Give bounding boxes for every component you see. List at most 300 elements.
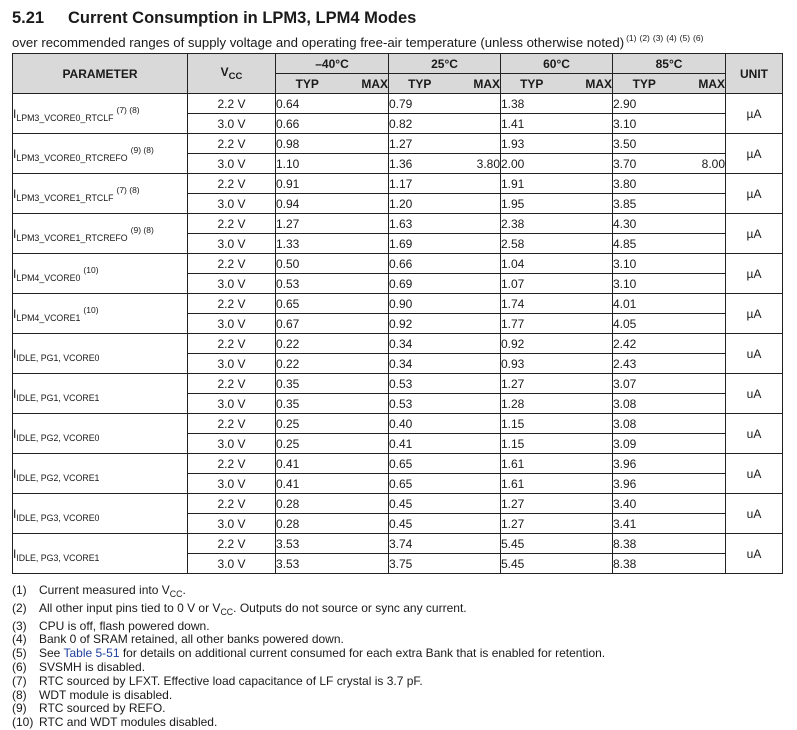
table-row — [13, 254, 783, 274]
vcc-cell: 2.2 V — [188, 94, 276, 114]
max-value-cell — [676, 554, 726, 574]
typ-value-cell: 0.90 — [389, 294, 451, 314]
typ-value-cell: 0.92 — [389, 314, 451, 334]
footnote-number: (5) — [12, 646, 27, 661]
unit-cell: uA — [726, 374, 783, 414]
parameter-footnote-refs[interactable]: (9) (8) — [130, 224, 154, 235]
parameter-symbol: I — [13, 346, 17, 361]
max-value-cell — [451, 514, 501, 534]
max-value-cell — [563, 314, 613, 334]
max-value-cell — [451, 414, 501, 434]
parameter-symbol: I — [13, 186, 17, 201]
footnote-ref[interactable]: (6) — [693, 33, 704, 43]
max-value-cell — [339, 454, 389, 474]
max-value-cell — [676, 194, 726, 214]
parameter-symbol: I — [13, 506, 17, 521]
footnote-text: RTC sourced by REFO. — [39, 701, 166, 716]
typ-value-cell: 0.53 — [389, 394, 451, 414]
max-value-cell — [339, 514, 389, 534]
typ-value-cell: 3.53 — [276, 534, 339, 554]
max-value-cell — [563, 154, 613, 174]
typ-value-cell: 2.00 — [501, 154, 563, 174]
typ-value-cell: 0.34 — [389, 334, 451, 354]
typ-value-cell: 1.27 — [389, 134, 451, 154]
table-row — [13, 294, 783, 314]
footnote-text: . Outputs do not source or sync any current. — [233, 600, 467, 615]
footnote-text: RTC and WDT modules disabled. — [39, 715, 218, 730]
typ-value-cell: 0.69 — [389, 274, 451, 294]
header-max: MAX — [451, 74, 501, 94]
footnote-number: (8) — [12, 687, 27, 702]
max-value-cell — [563, 474, 613, 494]
footnote-text: Current measured into V — [39, 583, 170, 597]
max-value-cell — [676, 494, 726, 514]
footnote-ref[interactable]: (1) — [626, 33, 637, 43]
parameter-cell — [13, 534, 188, 574]
max-value-cell: 3.80 — [451, 154, 501, 174]
max-value-cell — [676, 374, 726, 394]
header-max: MAX — [676, 74, 726, 94]
typ-value-cell: 1.95 — [501, 194, 563, 214]
typ-value-cell: 3.10 — [613, 254, 676, 274]
typ-value-cell: 3.85 — [613, 194, 676, 214]
typ-value-cell: 3.08 — [613, 394, 676, 414]
footnote-ref[interactable]: (5) — [679, 33, 691, 43]
parameter-subscript: IDLE, PG2, VCORE0 — [16, 432, 100, 443]
max-value-cell — [339, 214, 389, 234]
max-value-cell — [339, 534, 389, 554]
table-subtitle — [12, 33, 706, 50]
table-header — [13, 54, 783, 94]
header-temp-60: 60°C — [501, 54, 613, 74]
unit-cell: µA — [726, 294, 783, 334]
header-parameter: PARAMETER — [13, 54, 188, 94]
typ-value-cell: 2.43 — [613, 354, 676, 374]
footnote — [12, 647, 605, 661]
typ-value-cell: 3.53 — [276, 554, 339, 574]
typ-value-cell: 0.50 — [276, 254, 339, 274]
table-body — [13, 94, 783, 574]
parameter-symbol: I — [13, 146, 17, 161]
max-value-cell — [676, 434, 726, 454]
max-value-cell — [563, 274, 613, 294]
max-value-cell — [451, 354, 501, 374]
max-value-cell — [676, 234, 726, 254]
max-value-cell — [451, 554, 501, 574]
typ-value-cell: 1.91 — [501, 174, 563, 194]
parameter-symbol: I — [13, 546, 17, 561]
max-value-cell — [451, 294, 501, 314]
footnote-ref[interactable]: (4) — [666, 33, 677, 43]
max-value-cell — [339, 374, 389, 394]
typ-value-cell: 0.82 — [389, 114, 451, 134]
footnote-text: RTC sourced by LFXT. Effective load capacitance of LF crystal is 3.7 pF. — [39, 673, 423, 688]
parameter-footnote-refs[interactable]: (7) (8) — [116, 184, 140, 195]
typ-value-cell: 2.58 — [501, 234, 563, 254]
typ-value-cell: 3.96 — [613, 474, 676, 494]
section-title — [12, 9, 416, 28]
typ-value-cell: 1.93 — [501, 134, 563, 154]
vcc-label: V — [220, 65, 229, 79]
typ-value-cell: 4.01 — [613, 294, 676, 314]
table-row — [13, 94, 783, 114]
parameter-cell — [13, 214, 188, 254]
max-value-cell — [339, 234, 389, 254]
max-value-cell — [563, 374, 613, 394]
max-value-cell — [563, 534, 613, 554]
typ-value-cell: 0.28 — [276, 514, 339, 534]
typ-value-cell: 0.45 — [389, 494, 451, 514]
max-value-cell — [676, 514, 726, 534]
max-value-cell — [563, 194, 613, 214]
vcc-cell: 2.2 V — [188, 534, 276, 554]
parameter-cell — [13, 94, 188, 134]
max-value-cell — [339, 294, 389, 314]
header-max: MAX — [339, 74, 389, 94]
typ-value-cell: 3.50 — [613, 134, 676, 154]
typ-value-cell: 0.25 — [276, 434, 339, 454]
subtitle-text: over recommended ranges of supply voltage and operating free-air temperature (unless otherwise noted) — [12, 35, 625, 50]
max-value-cell — [451, 174, 501, 194]
typ-value-cell: 1.77 — [501, 314, 563, 334]
typ-value-cell: 1.15 — [501, 414, 563, 434]
max-value-cell — [563, 94, 613, 114]
parameter-subscript: LPM4_VCORE0 — [16, 272, 81, 283]
typ-value-cell: 1.41 — [501, 114, 563, 134]
parameter-cell — [13, 454, 188, 494]
vcc-cell: 2.2 V — [188, 294, 276, 314]
parameter-cell — [13, 174, 188, 214]
vcc-cell: 3.0 V — [188, 274, 276, 294]
typ-value-cell: 0.28 — [276, 494, 339, 514]
unit-cell: uA — [726, 494, 783, 534]
vcc-cell: 3.0 V — [188, 114, 276, 134]
max-value-cell — [676, 394, 726, 414]
max-value-cell — [563, 494, 613, 514]
footnote-text: See — [39, 646, 64, 661]
max-value-cell — [676, 474, 726, 494]
parameter-cell — [13, 494, 188, 534]
footnote-number: (3) — [12, 618, 27, 633]
typ-value-cell: 0.79 — [389, 94, 451, 114]
typ-value-cell: 3.74 — [389, 534, 451, 554]
section-number: 5.21 — [12, 9, 45, 27]
typ-value-cell: 5.45 — [501, 554, 563, 574]
typ-value-cell: 1.61 — [501, 454, 563, 474]
unit-cell: uA — [726, 534, 783, 574]
vcc-cell: 3.0 V — [188, 474, 276, 494]
parameter-symbol: I — [13, 106, 17, 121]
typ-value-cell: 3.40 — [613, 494, 676, 514]
max-value-cell — [451, 134, 501, 154]
footnote-number: (6) — [12, 659, 27, 674]
parameter-cell — [13, 414, 188, 454]
max-value-cell — [676, 314, 726, 334]
vcc-cell: 3.0 V — [188, 154, 276, 174]
vcc-cell: 3.0 V — [188, 354, 276, 374]
footnote-subscript: CC — [220, 606, 234, 617]
vcc-cell: 3.0 V — [188, 194, 276, 214]
typ-value-cell: 3.07 — [613, 374, 676, 394]
max-value-cell — [563, 174, 613, 194]
max-value-cell — [451, 114, 501, 134]
max-value-cell — [676, 534, 726, 554]
max-value-cell — [676, 134, 726, 154]
max-value-cell — [451, 254, 501, 274]
typ-value-cell: 3.70 — [613, 154, 676, 174]
max-value-cell — [339, 94, 389, 114]
max-value-cell — [451, 314, 501, 334]
typ-value-cell: 1.07 — [501, 274, 563, 294]
typ-value-cell: 1.38 — [501, 94, 563, 114]
typ-value-cell: 1.36 — [389, 154, 451, 174]
parameter-footnote-refs[interactable]: (7) (8) — [116, 104, 140, 115]
max-value-cell — [563, 394, 613, 414]
unit-cell: µA — [726, 254, 783, 294]
typ-value-cell: 2.90 — [613, 94, 676, 114]
max-value-cell — [451, 434, 501, 454]
typ-value-cell: 8.38 — [613, 534, 676, 554]
max-value-cell — [451, 374, 501, 394]
parameter-symbol: I — [13, 306, 17, 321]
table-row — [13, 374, 783, 394]
max-value-cell — [563, 354, 613, 374]
max-value-cell — [339, 194, 389, 214]
max-value-cell — [563, 134, 613, 154]
typ-value-cell: 1.33 — [276, 234, 339, 254]
max-value-cell — [339, 554, 389, 574]
footnote-text: for details on additional current consumed for each extra Bank that is enabled for retention. — [119, 646, 606, 661]
parameter-subscript: LPM3_VCORE1_RTCREFO — [16, 232, 128, 243]
typ-value-cell: 1.27 — [501, 494, 563, 514]
unit-cell: uA — [726, 334, 783, 374]
footnotes — [12, 584, 605, 730]
unit-cell: uA — [726, 414, 783, 454]
parameter-subscript: LPM4_VCORE1 — [16, 312, 81, 323]
vcc-cell: 3.0 V — [188, 234, 276, 254]
max-value-cell — [563, 414, 613, 434]
max-value-cell — [563, 514, 613, 534]
footnote — [12, 661, 605, 675]
typ-value-cell: 0.66 — [276, 114, 339, 134]
footnote — [12, 620, 605, 634]
max-value-cell — [339, 354, 389, 374]
unit-cell: µA — [726, 214, 783, 254]
typ-value-cell: 1.17 — [389, 174, 451, 194]
typ-value-cell: 0.53 — [276, 274, 339, 294]
max-value-cell — [563, 454, 613, 474]
max-value-cell — [676, 114, 726, 134]
max-value-cell — [676, 174, 726, 194]
header-typ: TYP — [389, 74, 451, 94]
typ-value-cell: 0.25 — [276, 414, 339, 434]
max-value-cell — [451, 474, 501, 494]
header-temp-m40: –40°C — [276, 54, 389, 74]
max-value-cell — [339, 394, 389, 414]
parameter-symbol: I — [13, 266, 17, 281]
vcc-cell: 2.2 V — [188, 134, 276, 154]
parameter-cell — [13, 294, 188, 334]
typ-value-cell: 0.40 — [389, 414, 451, 434]
max-value-cell — [339, 114, 389, 134]
typ-value-cell: 0.41 — [389, 434, 451, 454]
typ-value-cell: 1.27 — [276, 214, 339, 234]
max-value-cell — [339, 414, 389, 434]
footnote — [12, 675, 605, 689]
typ-value-cell: 1.61 — [501, 474, 563, 494]
vcc-cell: 3.0 V — [188, 394, 276, 414]
table-row — [13, 534, 783, 554]
footnote-number: (7) — [12, 673, 27, 688]
footnote-number: (4) — [12, 632, 27, 647]
typ-value-cell: 1.63 — [389, 214, 451, 234]
parameter-cell — [13, 134, 188, 174]
max-value-cell — [451, 454, 501, 474]
footnote — [12, 602, 605, 620]
typ-value-cell: 0.35 — [276, 394, 339, 414]
footnote-text: SVSMH is disabled. — [39, 659, 146, 674]
max-value-cell — [563, 254, 613, 274]
max-value-cell — [676, 454, 726, 474]
parameter-symbol: I — [13, 466, 17, 481]
footnote — [12, 584, 605, 602]
typ-value-cell: 3.08 — [613, 414, 676, 434]
max-value-cell — [676, 334, 726, 354]
max-value-cell — [339, 174, 389, 194]
typ-value-cell: 0.53 — [389, 374, 451, 394]
parameter-cell — [13, 334, 188, 374]
typ-value-cell: 3.41 — [613, 514, 676, 534]
vcc-cell: 2.2 V — [188, 254, 276, 274]
max-value-cell — [339, 254, 389, 274]
typ-value-cell: 1.15 — [501, 434, 563, 454]
max-value-cell — [676, 94, 726, 114]
table-reference-link[interactable]: Table 5-51 — [63, 646, 120, 661]
footnote-ref[interactable]: (3) — [652, 33, 664, 43]
parameter-footnote-refs[interactable]: (10) — [83, 264, 99, 275]
typ-value-cell: 0.67 — [276, 314, 339, 334]
typ-value-cell: 0.64 — [276, 94, 339, 114]
parameter-footnote-refs[interactable]: (10) — [83, 304, 99, 315]
parameter-symbol: I — [13, 226, 17, 241]
max-value-cell — [451, 494, 501, 514]
vcc-cell: 3.0 V — [188, 514, 276, 534]
parameter-cell — [13, 374, 188, 414]
typ-value-cell: 0.65 — [276, 294, 339, 314]
typ-value-cell: 0.45 — [389, 514, 451, 534]
vcc-cell: 2.2 V — [188, 374, 276, 394]
vcc-cell: 2.2 V — [188, 174, 276, 194]
vcc-cell: 3.0 V — [188, 314, 276, 334]
section-title-text: Current Consumption in LPM3, LPM4 Modes — [68, 9, 417, 27]
parameter-subscript: IDLE, PG2, VCORE1 — [16, 472, 100, 483]
max-value-cell — [451, 214, 501, 234]
table-row — [13, 174, 783, 194]
typ-value-cell: 3.10 — [613, 274, 676, 294]
max-value-cell — [339, 314, 389, 334]
table-row — [13, 414, 783, 434]
table-row — [13, 454, 783, 474]
typ-value-cell: 8.38 — [613, 554, 676, 574]
footnote-number: (2) — [12, 600, 27, 615]
max-value-cell — [563, 114, 613, 134]
typ-value-cell: 0.65 — [389, 454, 451, 474]
parameter-symbol: I — [13, 426, 17, 441]
footnote-text: Bank 0 of SRAM retained, all other banks powered down. — [39, 632, 344, 647]
typ-value-cell: 2.38 — [501, 214, 563, 234]
typ-value-cell: 0.41 — [276, 454, 339, 474]
max-value-cell — [451, 394, 501, 414]
max-value-cell — [563, 214, 613, 234]
max-value-cell — [451, 234, 501, 254]
unit-cell: µA — [726, 134, 783, 174]
max-value-cell — [676, 214, 726, 234]
typ-value-cell: 1.27 — [501, 374, 563, 394]
max-value-cell — [339, 334, 389, 354]
typ-value-cell: 3.80 — [613, 174, 676, 194]
max-value-cell — [676, 414, 726, 434]
header-typ: TYP — [613, 74, 676, 94]
subtitle-footnote-refs — [626, 33, 706, 43]
max-value-cell — [451, 274, 501, 294]
typ-value-cell: 0.34 — [389, 354, 451, 374]
footnote-ref[interactable]: (2) — [639, 33, 650, 43]
max-value-cell — [563, 554, 613, 574]
typ-value-cell: 0.92 — [501, 334, 563, 354]
typ-value-cell: 1.04 — [501, 254, 563, 274]
table-row — [13, 334, 783, 354]
header-vcc — [188, 54, 276, 94]
max-value-cell — [563, 234, 613, 254]
header-typ: TYP — [501, 74, 563, 94]
footnote-number: (9) — [12, 701, 27, 716]
typ-value-cell: 4.05 — [613, 314, 676, 334]
max-value-cell — [451, 334, 501, 354]
typ-value-cell: 0.91 — [276, 174, 339, 194]
footnote — [12, 689, 605, 703]
max-value-cell — [339, 474, 389, 494]
typ-value-cell: 3.09 — [613, 434, 676, 454]
typ-value-cell: 0.98 — [276, 134, 339, 154]
max-value-cell — [451, 94, 501, 114]
max-value-cell — [451, 194, 501, 214]
typ-value-cell: 1.10 — [276, 154, 339, 174]
parameter-footnote-refs[interactable]: (9) (8) — [130, 144, 154, 155]
typ-value-cell: 5.45 — [501, 534, 563, 554]
header-temp-85: 85°C — [613, 54, 726, 74]
max-value-cell — [339, 434, 389, 454]
typ-value-cell: 1.27 — [501, 514, 563, 534]
footnote — [12, 702, 605, 716]
footnote-text: . — [182, 583, 186, 597]
max-value-cell — [676, 274, 726, 294]
typ-value-cell: 1.74 — [501, 294, 563, 314]
footnote-subscript: CC — [169, 589, 183, 599]
typ-value-cell: 0.93 — [501, 354, 563, 374]
typ-value-cell: 0.35 — [276, 374, 339, 394]
vcc-cell: 3.0 V — [188, 554, 276, 574]
max-value-cell — [339, 274, 389, 294]
header-unit: UNIT — [726, 54, 783, 94]
parameter-subscript: LPM3_VCORE0_RTCLF — [16, 112, 114, 123]
typ-value-cell: 4.30 — [613, 214, 676, 234]
parameter-subscript: IDLE, PG1, VCORE0 — [16, 352, 100, 363]
max-value-cell — [339, 134, 389, 154]
max-value-cell — [451, 534, 501, 554]
header-temp-25: 25°C — [389, 54, 501, 74]
parameter-symbol: I — [13, 386, 17, 401]
vcc-cell: 3.0 V — [188, 434, 276, 454]
